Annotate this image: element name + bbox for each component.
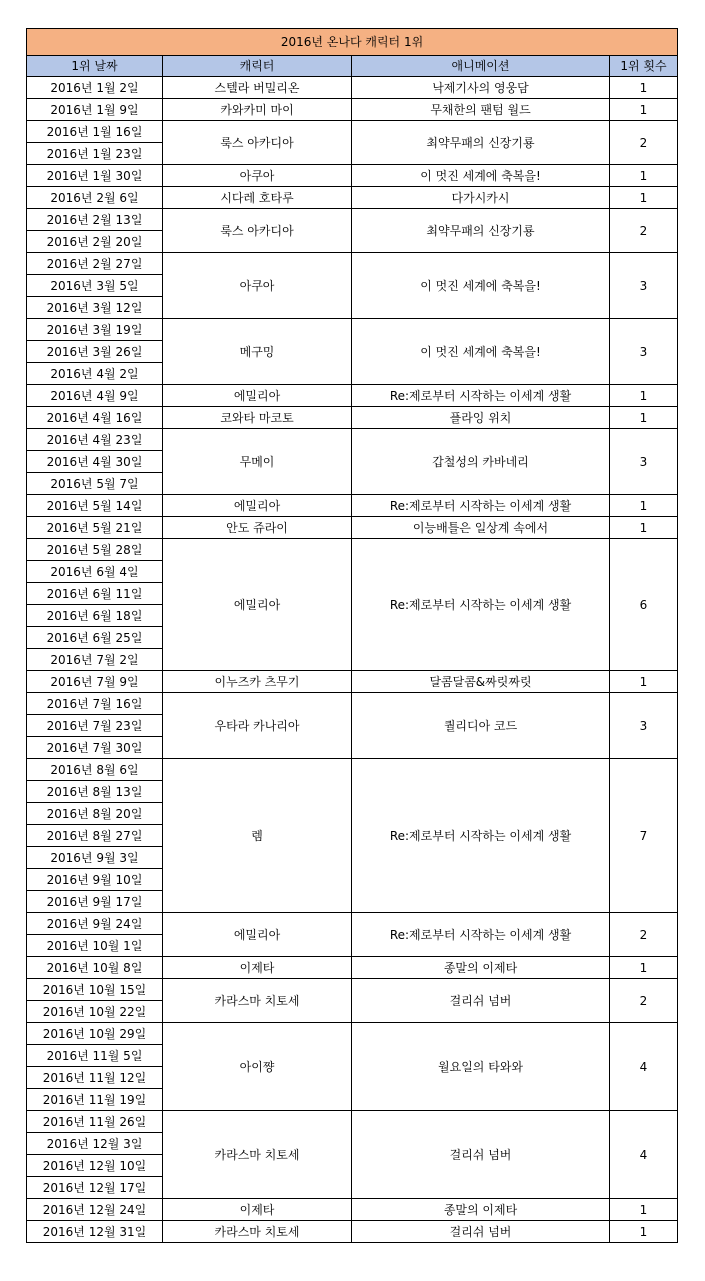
date-cell: 2016년 11월 19일: [27, 1089, 163, 1111]
anime-cell: Re:제로부터 시작하는 이세계 생활: [352, 385, 610, 407]
anime-cell: 갑철성의 카바네리: [352, 429, 610, 495]
anime-cell: 퀄리디아 코드: [352, 693, 610, 759]
table-row: [27, 539, 678, 561]
character-cell: 카와카미 마이: [163, 99, 352, 121]
count-cell: 2: [610, 979, 678, 1023]
table-row: [27, 693, 678, 715]
count-cell: 3: [610, 253, 678, 319]
anime-cell: 플라잉 위치: [352, 407, 610, 429]
date-cell: 2016년 12월 10일: [27, 1155, 163, 1177]
date-cell: 2016년 11월 26일: [27, 1111, 163, 1133]
table-row: [27, 253, 678, 275]
table-row: [27, 979, 678, 1001]
count-cell: 1: [610, 187, 678, 209]
table-row: [27, 385, 678, 407]
date-cell: 2016년 10월 1일: [27, 935, 163, 957]
date-cell: 2016년 1월 9일: [27, 99, 163, 121]
ranking-rows: [27, 77, 678, 1243]
date-cell: 2016년 2월 13일: [27, 209, 163, 231]
date-cell: 2016년 11월 5일: [27, 1045, 163, 1067]
count-cell: 4: [610, 1023, 678, 1111]
date-cell: 2016년 6월 18일: [27, 605, 163, 627]
date-cell: 2016년 6월 25일: [27, 627, 163, 649]
date-cell: 2016년 8월 6일: [27, 759, 163, 781]
table-row: [27, 1221, 678, 1243]
anime-cell: 이능배틀은 일상계 속에서: [352, 517, 610, 539]
date-cell: 2016년 2월 6일: [27, 187, 163, 209]
date-cell: 2016년 7월 30일: [27, 737, 163, 759]
date-cell: 2016년 10월 29일: [27, 1023, 163, 1045]
character-cell: 아쿠아: [163, 165, 352, 187]
date-cell: 2016년 1월 30일: [27, 165, 163, 187]
date-cell: 2016년 5월 21일: [27, 517, 163, 539]
anime-cell: 달콤달콤&짜릿짜릿: [352, 671, 610, 693]
date-cell: 2016년 6월 4일: [27, 561, 163, 583]
character-cell: 에밀리아: [163, 913, 352, 957]
anime-cell: Re:제로부터 시작하는 이세계 생활: [352, 759, 610, 913]
character-cell: 무메이: [163, 429, 352, 495]
date-cell: 2016년 1월 2일: [27, 77, 163, 99]
date-cell: 2016년 8월 27일: [27, 825, 163, 847]
table-row: [27, 913, 678, 935]
anime-cell: 걸리쉬 넘버: [352, 1221, 610, 1243]
table-row: [27, 165, 678, 187]
date-cell: 2016년 12월 31일: [27, 1221, 163, 1243]
anime-cell: 월요일의 타와와: [352, 1023, 610, 1111]
count-cell: 4: [610, 1111, 678, 1199]
anime-cell: 종말의 이제타: [352, 957, 610, 979]
count-cell: 1: [610, 77, 678, 99]
character-cell: 에밀리아: [163, 539, 352, 671]
date-cell: 2016년 7월 9일: [27, 671, 163, 693]
date-cell: 2016년 10월 22일: [27, 1001, 163, 1023]
table-row: [27, 759, 678, 781]
character-cell: 룩스 아카디아: [163, 121, 352, 165]
ranking-table: [26, 28, 678, 1243]
anime-cell: 걸리쉬 넘버: [352, 979, 610, 1023]
table-row: [27, 1111, 678, 1133]
anime-cell: Re:제로부터 시작하는 이세계 생활: [352, 495, 610, 517]
count-cell: 3: [610, 429, 678, 495]
anime-cell: 이 멋진 세계에 축복을!: [352, 165, 610, 187]
character-cell: 카라스마 치토세: [163, 1221, 352, 1243]
count-cell: 2: [610, 121, 678, 165]
date-cell: 2016년 5월 28일: [27, 539, 163, 561]
character-cell: 스텔라 버밀리온: [163, 77, 352, 99]
character-cell: 에밀리아: [163, 495, 352, 517]
date-cell: 2016년 1월 16일: [27, 121, 163, 143]
character-cell: 카라스마 치토세: [163, 979, 352, 1023]
table-row: [27, 121, 678, 143]
anime-cell: 낙제기사의 영웅담: [352, 77, 610, 99]
date-cell: 2016년 4월 2일: [27, 363, 163, 385]
date-cell: 2016년 9월 17일: [27, 891, 163, 913]
date-cell: 2016년 11월 12일: [27, 1067, 163, 1089]
date-cell: 2016년 9월 24일: [27, 913, 163, 935]
count-cell: 6: [610, 539, 678, 671]
count-cell: 1: [610, 517, 678, 539]
date-cell: 2016년 8월 20일: [27, 803, 163, 825]
table-row: [27, 429, 678, 451]
count-cell: 7: [610, 759, 678, 913]
header-date: 1위 날짜: [27, 56, 163, 77]
date-cell: 2016년 12월 17일: [27, 1177, 163, 1199]
date-cell: 2016년 5월 7일: [27, 473, 163, 495]
table-row: [27, 99, 678, 121]
date-cell: 2016년 6월 11일: [27, 583, 163, 605]
table-row: [27, 407, 678, 429]
date-cell: 2016년 7월 23일: [27, 715, 163, 737]
date-cell: 2016년 3월 26일: [27, 341, 163, 363]
count-cell: 1: [610, 957, 678, 979]
count-cell: 2: [610, 209, 678, 253]
character-cell: 렘: [163, 759, 352, 913]
character-cell: 룩스 아카디아: [163, 209, 352, 253]
anime-cell: 종말의 이제타: [352, 1199, 610, 1221]
character-cell: 이제타: [163, 957, 352, 979]
ranking-sheet: [26, 28, 678, 1243]
table-row: [27, 495, 678, 517]
table-row: [27, 957, 678, 979]
table-row: [27, 671, 678, 693]
date-cell: 2016년 3월 5일: [27, 275, 163, 297]
date-cell: 2016년 10월 8일: [27, 957, 163, 979]
header-character: 캐릭터: [163, 56, 352, 77]
date-cell: 2016년 4월 23일: [27, 429, 163, 451]
count-cell: 3: [610, 693, 678, 759]
date-cell: 2016년 7월 2일: [27, 649, 163, 671]
table-row: [27, 319, 678, 341]
date-cell: 2016년 12월 3일: [27, 1133, 163, 1155]
anime-cell: 이 멋진 세계에 축복을!: [352, 253, 610, 319]
date-cell: 2016년 3월 12일: [27, 297, 163, 319]
anime-cell: Re:제로부터 시작하는 이세계 생활: [352, 913, 610, 957]
date-cell: 2016년 9월 3일: [27, 847, 163, 869]
date-cell: 2016년 3월 19일: [27, 319, 163, 341]
character-cell: 이누즈카 츠무기: [163, 671, 352, 693]
date-cell: 2016년 7월 16일: [27, 693, 163, 715]
character-cell: 시다레 호타루: [163, 187, 352, 209]
date-cell: 2016년 4월 16일: [27, 407, 163, 429]
date-cell: 2016년 5월 14일: [27, 495, 163, 517]
table-row: [27, 77, 678, 99]
date-cell: 2016년 8월 13일: [27, 781, 163, 803]
character-cell: 아쿠아: [163, 253, 352, 319]
count-cell: 1: [610, 407, 678, 429]
character-cell: 이제타: [163, 1199, 352, 1221]
count-cell: 3: [610, 319, 678, 385]
anime-cell: 이 멋진 세계에 축복을!: [352, 319, 610, 385]
count-cell: 1: [610, 385, 678, 407]
header-anime: 애니메이션: [352, 56, 610, 77]
header-count: 1위 횟수: [610, 56, 678, 77]
anime-cell: 다가시카시: [352, 187, 610, 209]
date-cell: 2016년 1월 23일: [27, 143, 163, 165]
count-cell: 1: [610, 165, 678, 187]
table-row: [27, 1023, 678, 1045]
date-cell: 2016년 2월 27일: [27, 253, 163, 275]
character-cell: 에밀리아: [163, 385, 352, 407]
anime-cell: 무채한의 팬텀 월드: [352, 99, 610, 121]
count-cell: 1: [610, 1221, 678, 1243]
count-cell: 1: [610, 495, 678, 517]
date-cell: 2016년 4월 30일: [27, 451, 163, 473]
character-cell: 안도 쥬라이: [163, 517, 352, 539]
anime-cell: 최약무패의 신장기룡: [352, 121, 610, 165]
anime-cell: 최약무패의 신장기룡: [352, 209, 610, 253]
count-cell: 2: [610, 913, 678, 957]
count-cell: 1: [610, 99, 678, 121]
character-cell: 우타라 카나리아: [163, 693, 352, 759]
date-cell: 2016년 9월 10일: [27, 869, 163, 891]
character-cell: 카라스마 치토세: [163, 1111, 352, 1199]
date-cell: 2016년 4월 9일: [27, 385, 163, 407]
table-row: [27, 1199, 678, 1221]
character-cell: 메구밍: [163, 319, 352, 385]
table-row: [27, 517, 678, 539]
date-cell: 2016년 12월 24일: [27, 1199, 163, 1221]
date-cell: 2016년 2월 20일: [27, 231, 163, 253]
anime-cell: 걸리쉬 넘버: [352, 1111, 610, 1199]
character-cell: 아이쨩: [163, 1023, 352, 1111]
table-row: [27, 209, 678, 231]
table-row: [27, 187, 678, 209]
count-cell: 1: [610, 1199, 678, 1221]
anime-cell: Re:제로부터 시작하는 이세계 생활: [352, 539, 610, 671]
count-cell: 1: [610, 671, 678, 693]
sheet-title: 2016년 온나다 캐릭터 1위: [27, 29, 678, 56]
character-cell: 코와타 마코토: [163, 407, 352, 429]
date-cell: 2016년 10월 15일: [27, 979, 163, 1001]
